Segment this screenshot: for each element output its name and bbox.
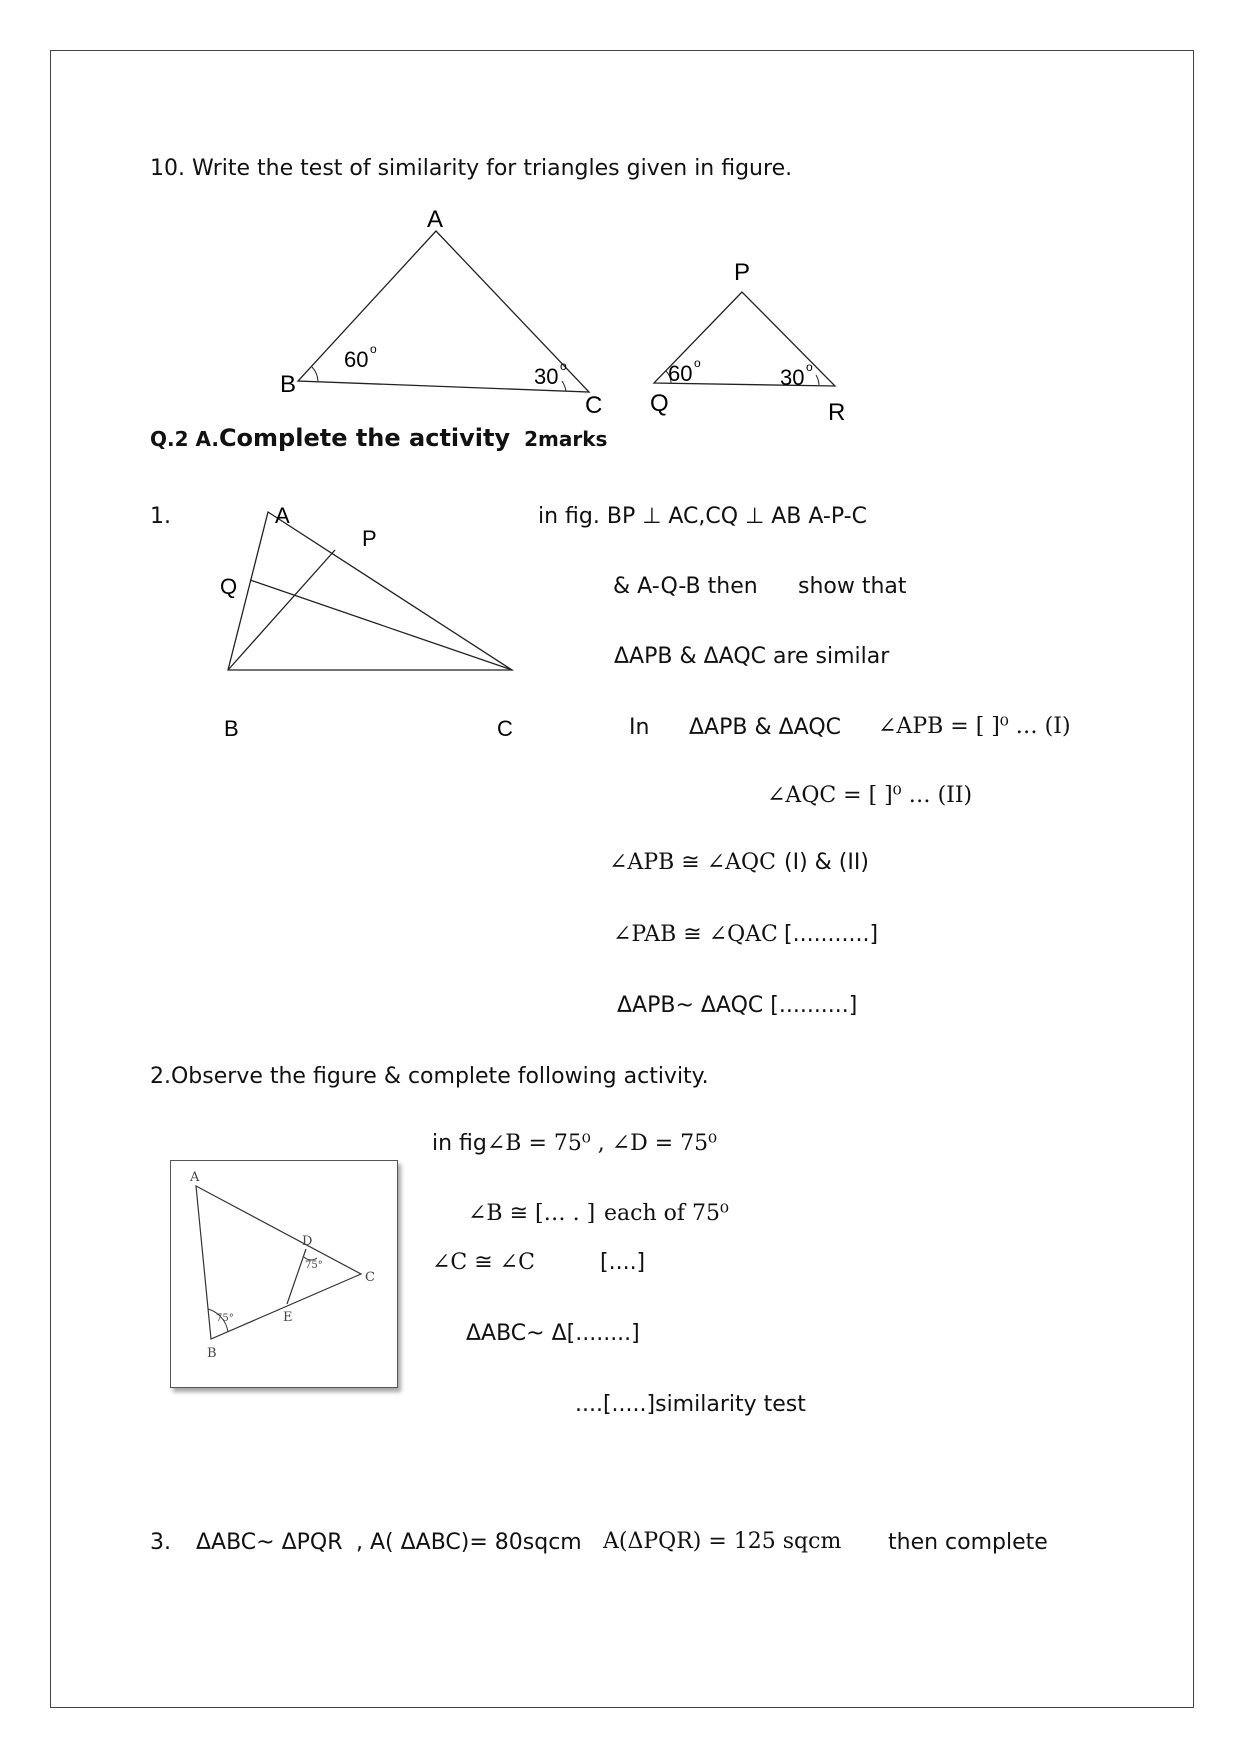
- item2-figure-box: [170, 1160, 398, 1388]
- item2-line1a: in fig: [432, 1131, 487, 1156]
- item2-line3b: [....]: [600, 1250, 646, 1275]
- q2a-marks: 2marks: [524, 427, 608, 451]
- item1-line1: in fig. BP ⊥ AC,CQ ⊥ AB A-P-C: [538, 504, 867, 529]
- item1-line4b: ΔAPB & ΔAQC: [689, 715, 841, 740]
- fig3-label-D: D: [302, 1234, 313, 1249]
- segment-bp: [228, 550, 335, 670]
- item2-line3a: ∠C ≅ ∠C: [432, 1250, 535, 1275]
- angle-c-degree: o: [560, 359, 567, 373]
- item1-line2b: show that: [798, 574, 907, 599]
- item1-line3: ΔAPB & ΔAQC are similar: [614, 644, 890, 669]
- fig3-angle-d: 75°: [305, 1260, 323, 1271]
- label-C: C: [585, 392, 603, 419]
- fig2-label-P: P: [362, 526, 377, 551]
- segment-cq: [250, 580, 512, 670]
- segment-de: [287, 1249, 306, 1304]
- item3-number: 3.: [150, 1530, 171, 1555]
- angle-c-label: 30: [534, 364, 559, 389]
- item1-line2a: & A-Q-B then: [613, 574, 758, 599]
- angle-q-label: 60: [668, 361, 693, 386]
- item2-line2b: each of 75⁰: [604, 1201, 729, 1226]
- item2-figure: [171, 1161, 397, 1387]
- item1-line4c: ∠APB = [ ]⁰ … (I): [878, 714, 1071, 739]
- item1-line6a: ∠APB ≅ ∠AQC: [609, 850, 776, 875]
- item3-text3: A(ΔPQR) = 125 sqcm: [603, 1529, 842, 1554]
- label-Q: Q: [650, 390, 669, 417]
- angle-b-degree: o: [370, 342, 377, 356]
- fig2-label-A: A: [275, 503, 290, 528]
- item2-line4: ΔABC~ Δ[........]: [466, 1321, 640, 1346]
- item1-line7b: [...........]: [784, 922, 879, 947]
- item1-number: 1.: [150, 504, 171, 529]
- item1-line6b: (I) & (II): [784, 850, 869, 875]
- angle-b-label: 60: [344, 347, 369, 372]
- item2-heading: 2.Observe the figure & complete following activity.: [150, 1064, 709, 1089]
- angle-r-label: 30: [780, 365, 805, 390]
- fig3-label-B: B: [207, 1346, 217, 1361]
- fig3-label-C: C: [365, 1270, 375, 1285]
- item1-line5: ∠AQC = [ ]⁰ … (II): [767, 783, 973, 808]
- item1-line4a: In: [629, 715, 650, 740]
- fig3-label-E: E: [283, 1310, 293, 1325]
- item1-line8: ΔAPB~ ΔAQC [..........]: [617, 993, 858, 1018]
- fig3-angle-b: 75°: [216, 1313, 234, 1324]
- item1-line7a: ∠PAB ≅ ∠QAC: [613, 922, 778, 947]
- angle-q-degree: o: [694, 356, 701, 370]
- label-A: A: [427, 206, 444, 233]
- item2-line1b: ∠B = 75⁰ , ∠D = 75⁰: [486, 1131, 717, 1156]
- q2a-main: Complete the activity: [218, 424, 511, 452]
- item2-line5: ....[.....]similarity test: [575, 1392, 806, 1417]
- fig2-label-C: C: [497, 716, 513, 741]
- fig2-label-Q: Q: [220, 574, 238, 599]
- fig3-label-A: A: [190, 1170, 200, 1185]
- item3-text1: ΔABC~ ΔPQR: [196, 1530, 343, 1555]
- label-R: R: [828, 399, 846, 426]
- item3-text2: , A( ΔABC)= 80sqcm: [356, 1530, 582, 1555]
- item2-line1: [432, 1133, 717, 1155]
- fig2-label-B: B: [224, 716, 239, 741]
- q2a-prefix: Q.2 A.: [150, 427, 219, 451]
- label-P: P: [734, 259, 751, 286]
- label-B: B: [280, 371, 297, 398]
- item3-text4: then complete: [888, 1530, 1048, 1555]
- q10-text: 10. Write the test of similarity for triangles given in figure.: [150, 156, 793, 181]
- item2-line2a: ∠B ≅ [… . ]: [468, 1201, 596, 1226]
- angle-r-degree: o: [806, 360, 813, 374]
